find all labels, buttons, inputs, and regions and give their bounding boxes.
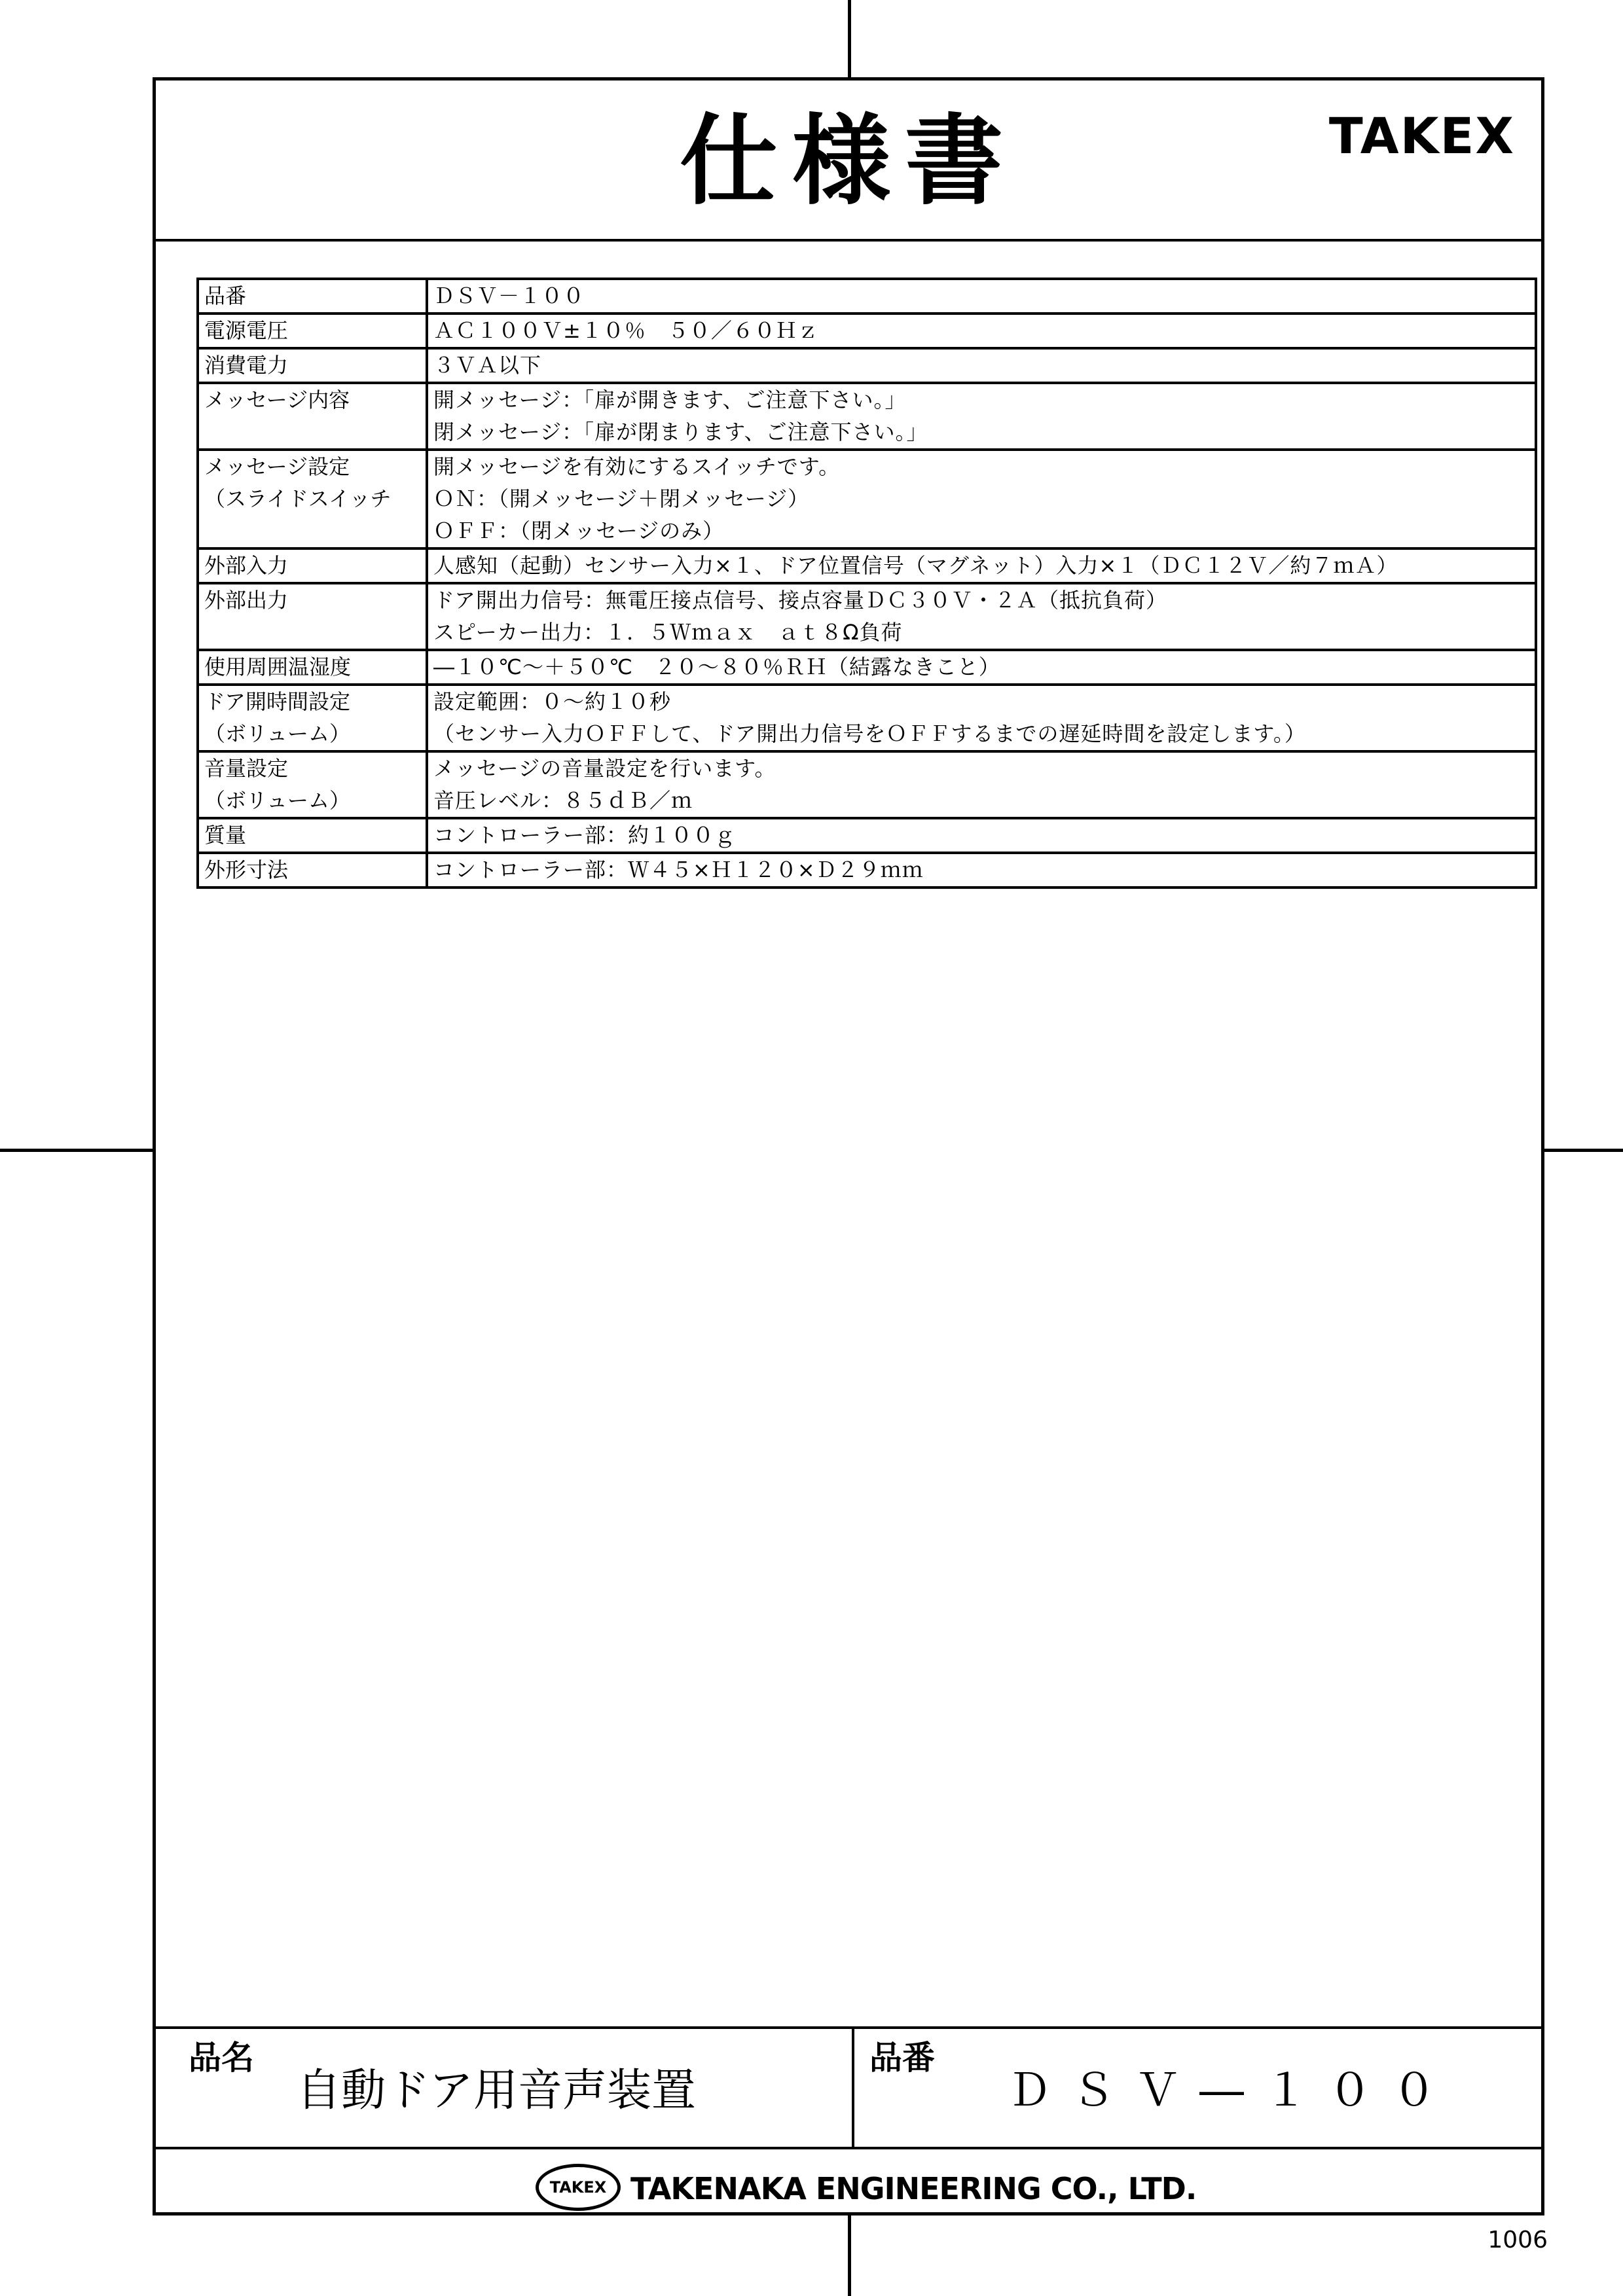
spec-label: 外形寸法 bbox=[204, 857, 289, 882]
spec-row bbox=[198, 279, 1536, 314]
spec-label: メッセージ内容 bbox=[204, 387, 350, 412]
spec-label: （ボリューム） bbox=[204, 788, 351, 813]
product-code-label: 品番 bbox=[869, 2039, 935, 2077]
spec-label: メッセージ設定 bbox=[204, 454, 350, 479]
spec-row bbox=[198, 314, 1536, 348]
spec-value: 開メッセージ：「扉が開きます、ご注意下さい。」 bbox=[433, 387, 907, 412]
spec-label-cell bbox=[198, 583, 427, 650]
spec-label: 外部入力 bbox=[204, 553, 289, 578]
spec-value-cell bbox=[427, 548, 1536, 583]
spec-value: ＯＦＦ：（閉メッセージのみ） bbox=[433, 518, 725, 543]
spec-value-cell bbox=[427, 314, 1536, 348]
registration-mark-bottom bbox=[848, 2215, 851, 2296]
spec-label: 電源電圧 bbox=[204, 318, 289, 343]
spec-table bbox=[196, 278, 1537, 889]
spec-value-cell bbox=[427, 685, 1536, 751]
spec-label-cell bbox=[198, 650, 427, 685]
spec-value: 音圧レベル：８５ｄＢ／ｍ bbox=[433, 788, 693, 813]
spec-value: ドア開出力信号：無電圧接点信号、接点容量ＤＣ３０Ｖ・２Ａ（抵抗負荷） bbox=[433, 588, 1168, 613]
spec-label: 消費電力 bbox=[204, 353, 289, 378]
spec-row bbox=[198, 751, 1536, 818]
spec-value: ―１０℃～＋５０℃ ２０～８０％ＲＨ（結露なきこと） bbox=[433, 655, 1000, 679]
company-name: TAKENAKA ENGINEERING CO., LTD. bbox=[630, 2171, 1197, 2206]
spec-label-cell bbox=[198, 685, 427, 751]
spec-value: ＡＣ１００Ｖ±１０％ ５０／６０Ｈｚ bbox=[433, 318, 819, 343]
spec-label-cell bbox=[198, 314, 427, 348]
spec-label: 品番 bbox=[204, 283, 247, 308]
brand-logo: TAKEX bbox=[1328, 107, 1515, 165]
page-title: 仕様書 bbox=[679, 103, 1017, 219]
spec-row bbox=[198, 685, 1536, 751]
product-name: 自動ドア用音声装置 bbox=[297, 2065, 696, 2117]
spec-value: コントローラー部：Ｗ４５×Ｈ１２０×Ｄ２９ｍｍ bbox=[433, 857, 924, 882]
company-logo: TAKEX bbox=[536, 2164, 621, 2211]
spec-label: 質量 bbox=[204, 823, 247, 848]
spec-label: 外部出力 bbox=[204, 588, 289, 613]
spec-label-cell bbox=[198, 818, 427, 853]
spec-row bbox=[198, 818, 1536, 853]
company-area bbox=[156, 2147, 1541, 2212]
spec-row bbox=[198, 348, 1536, 383]
spec-row bbox=[198, 853, 1536, 888]
spec-label: 使用周囲温湿度 bbox=[204, 655, 352, 679]
spec-label: （ボリューム） bbox=[204, 721, 351, 746]
registration-mark-top bbox=[848, 0, 851, 77]
title-area bbox=[156, 81, 1541, 242]
spec-row bbox=[198, 450, 1536, 548]
spec-row bbox=[198, 650, 1536, 685]
spec-row bbox=[198, 548, 1536, 583]
spec-label: 音量設定 bbox=[204, 756, 289, 781]
product-code: ＤＳＶ―１００ bbox=[1007, 2065, 1457, 2117]
spec-value: 閉メッセージ：「扉が閉まります、ご注意下さい。」 bbox=[433, 420, 928, 444]
spec-value: 開メッセージを有効にするスイッチです。 bbox=[433, 454, 841, 479]
spec-value: （センサー入力ＯＦＦして、ドア開出力信号をＯＦＦするまでの遅延時間を設定します。） bbox=[433, 721, 1306, 746]
spec-value: スピーカー出力：１．５Ｗｍａｘ ａｔ８Ω負荷 bbox=[433, 620, 903, 645]
spec-value-cell bbox=[427, 751, 1536, 818]
spec-label-cell bbox=[198, 751, 427, 818]
footer-divider bbox=[852, 2029, 854, 2147]
registration-mark-right bbox=[1544, 1149, 1623, 1152]
spec-label-cell bbox=[198, 348, 427, 383]
spec-label-cell bbox=[198, 383, 427, 450]
spec-value-cell bbox=[427, 348, 1536, 383]
spec-value-cell bbox=[427, 450, 1536, 548]
spec-value-cell bbox=[427, 583, 1536, 650]
spec-value-cell bbox=[427, 853, 1536, 888]
spec-value: 人感知（起動）センサー入力×１、ドア位置信号（マグネット）入力×１（ＤＣ１２Ｖ／約７ｍＡ） bbox=[433, 553, 1398, 578]
spec-row bbox=[198, 383, 1536, 450]
page-number: 1006 bbox=[1487, 2227, 1548, 2253]
spec-value-cell bbox=[427, 818, 1536, 853]
spec-label-cell bbox=[198, 548, 427, 583]
registration-mark-left bbox=[0, 1149, 153, 1152]
spec-value: コントローラー部：約１００ｇ bbox=[433, 823, 737, 848]
spec-row bbox=[198, 583, 1536, 650]
spec-label-cell bbox=[198, 279, 427, 314]
spec-value-cell bbox=[427, 383, 1536, 450]
footer-product-info bbox=[156, 2026, 1541, 2149]
spec-label-cell bbox=[198, 450, 427, 548]
spec-value: メッセージの音量設定を行います。 bbox=[433, 756, 776, 781]
spec-value: ＯＮ：（開メッセージ＋閉メッセージ） bbox=[433, 486, 810, 511]
spec-value: ＤＳＶ－１００ bbox=[433, 283, 585, 308]
spec-table-body bbox=[198, 279, 1536, 888]
spec-value: 設定範囲：０～約１０秒 bbox=[433, 689, 672, 714]
spec-sheet bbox=[153, 77, 1544, 2215]
spec-label-cell bbox=[198, 853, 427, 888]
product-name-label: 品名 bbox=[189, 2039, 254, 2077]
spec-value-cell bbox=[427, 279, 1536, 314]
spec-label: （スライドスイッチ bbox=[204, 486, 392, 511]
spec-label: ドア開時間設定 bbox=[204, 689, 351, 714]
spec-value: ３ＶＡ以下 bbox=[433, 353, 542, 378]
spec-value-cell bbox=[427, 650, 1536, 685]
